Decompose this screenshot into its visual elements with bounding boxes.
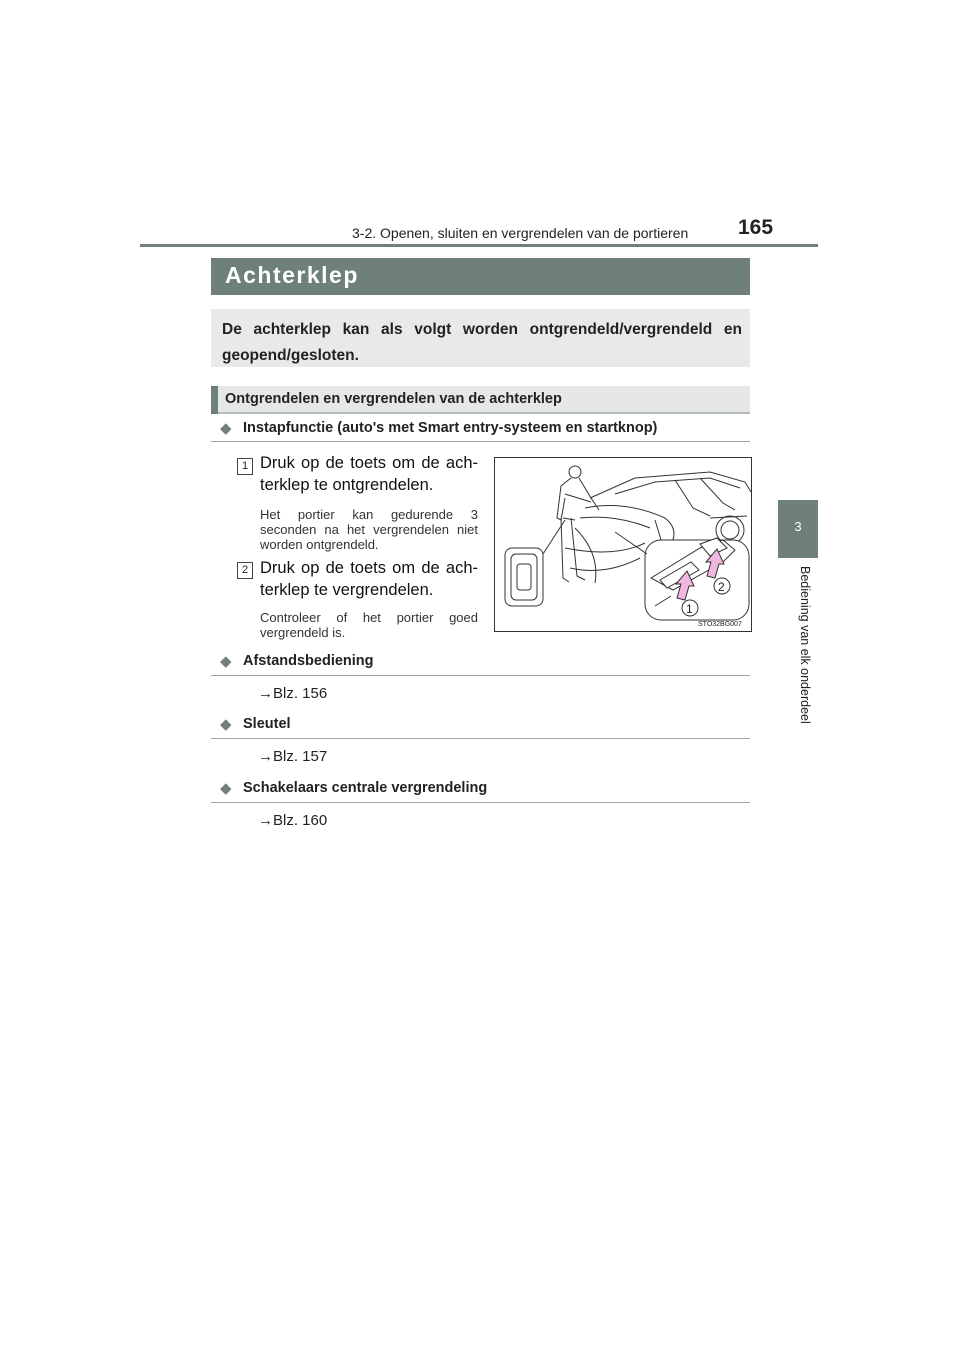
step-2-text: Druk op de toets om de ach-terklep te vergrendelen. (260, 559, 478, 599)
remote-ref-page: Blz. 156 (273, 685, 328, 702)
arrow-icon: → (258, 748, 273, 765)
heading-entry-function: Instapfunctie (auto's met Smart entry-systeem en startknop) (243, 420, 658, 436)
chapter-label: Bediening van elk onderdeel (798, 566, 812, 724)
person-icon (557, 466, 599, 582)
illustration-code: STO32BG007 (698, 621, 742, 628)
key-ref[interactable] (258, 748, 327, 765)
heading-switches: Schakelaars centrale vergrendeling (243, 780, 488, 796)
running-head: 3-2. Openen, sluiten en vergrendelen van de portieren (352, 225, 689, 241)
chapter-tab: 3 (778, 500, 818, 558)
diamond-bullet-icon: ◆ (220, 716, 232, 733)
arrow-icon: → (258, 685, 273, 702)
subheading-accent (211, 386, 218, 414)
heading-rule (211, 738, 750, 739)
tailgate-illustration (494, 457, 752, 632)
key-ref-page: Blz. 157 (273, 748, 328, 765)
header-rule (140, 244, 818, 247)
step-number-2: 2 (237, 562, 253, 579)
step-2-note: Controleer of het portier goed vergrendeld is. (260, 610, 478, 640)
heading-key: Sleutel (243, 716, 291, 732)
callout-1: 1 (686, 602, 693, 616)
switches-ref[interactable] (258, 812, 327, 829)
arrow-icon: → (258, 812, 273, 829)
heading-rule (211, 802, 750, 803)
step-number-1: 1 (237, 458, 253, 475)
step-1-text: Druk op de toets om de ach-terklep te ontgrendelen. (260, 454, 478, 494)
section-title: Achterklep (225, 262, 359, 288)
diamond-bullet-icon: ◆ (220, 420, 232, 437)
heading-rule (211, 675, 750, 676)
callout-2: 2 (718, 580, 725, 594)
intro-text: De achterklep kan als volgt worden ontgrendeld/vergrendeld en geopend/gesloten. (222, 321, 742, 364)
remote-ref[interactable] (258, 685, 327, 702)
smart-key-icon (505, 520, 565, 606)
heading-remote: Afstandsbediening (243, 653, 374, 669)
step-1-note: Het portier kan gedurende 3 seconden na het vergrendelen niet worden ontgrendeld. (260, 507, 478, 552)
page-number: 165 (738, 216, 774, 239)
subheading: Ontgrendelen en vergrendelen van de achterklep (225, 391, 562, 407)
diamond-bullet-icon: ◆ (220, 653, 232, 670)
diamond-bullet-icon: ◆ (220, 780, 232, 797)
switches-ref-page: Blz. 160 (273, 812, 328, 829)
heading-rule (211, 441, 750, 442)
